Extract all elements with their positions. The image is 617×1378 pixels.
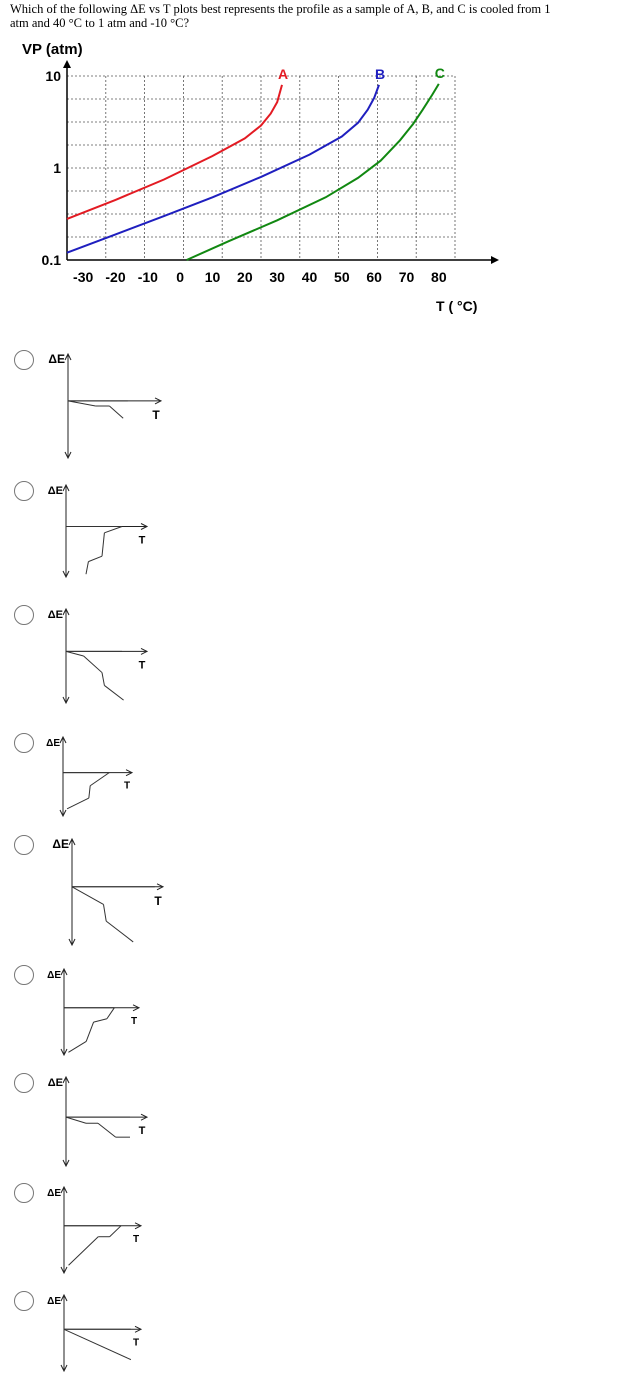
option-x-label: T	[152, 407, 160, 422]
option-y-label: ΔE	[47, 970, 61, 981]
question-text	[10, 2, 610, 30]
profile-segment	[68, 401, 96, 406]
option-radio-button[interactable]	[14, 1073, 34, 1093]
option-y-label: ΔE	[47, 609, 63, 621]
x-axis-title: T ( °C)	[436, 298, 478, 314]
option-x-label: T	[138, 659, 146, 672]
profile-segment	[90, 773, 109, 786]
option-radio-button[interactable]	[14, 1291, 34, 1311]
x-tick-label: 40	[301, 269, 318, 285]
option-x-label: T	[130, 1015, 138, 1027]
y-axis-arrow-icon	[63, 60, 71, 68]
profile-segment	[69, 1237, 99, 1266]
option-delta-e-plot	[34, 1286, 150, 1378]
option-y-label: ΔE	[47, 1077, 63, 1089]
profile-segment	[72, 887, 104, 905]
option-radio-button[interactable]	[14, 605, 34, 625]
profile-segment	[110, 1226, 121, 1237]
profile-segment	[109, 406, 123, 418]
option-radio-button[interactable]	[14, 965, 34, 985]
profile-segment	[94, 1019, 107, 1022]
option-y-label: ΔE	[48, 352, 65, 366]
option-radio-button[interactable]	[14, 481, 34, 501]
x-tick-label: -10	[137, 269, 158, 285]
y-tick-label: 1	[53, 160, 61, 176]
profile-segment	[86, 1022, 93, 1041]
profile-segment	[89, 786, 90, 798]
series-label-b: B	[374, 65, 386, 82]
option-y-label: ΔE	[47, 485, 63, 497]
series-line-a	[67, 85, 282, 219]
profile-segment	[102, 533, 104, 556]
x-tick-label: -20	[105, 269, 126, 285]
profile-segment	[107, 1008, 114, 1019]
option-x-label: T	[123, 780, 131, 792]
profile-segment	[66, 1117, 86, 1123]
profile-segment	[102, 673, 104, 686]
series-line-b	[67, 85, 379, 253]
option-radio-button[interactable]	[14, 1183, 34, 1203]
option-delta-e-plot	[36, 476, 156, 584]
x-tick-label: 0	[176, 269, 185, 285]
profile-segment	[88, 556, 102, 561]
option-delta-e-plot	[42, 830, 172, 952]
option-y-label: ΔE	[47, 1296, 61, 1307]
option-radio-button[interactable]	[14, 350, 34, 370]
x-tick-label: 20	[237, 269, 253, 285]
option-delta-e-plot	[34, 1178, 150, 1280]
profile-segment	[68, 1041, 86, 1052]
option-delta-e-plot	[33, 728, 141, 823]
option-delta-e-plot	[36, 600, 156, 710]
series-label-c: C	[434, 64, 445, 81]
x-tick-label: 10	[204, 269, 221, 285]
x-axis-arrow-icon	[491, 256, 499, 264]
question-line-1: Which of the following ΔE vs T plots best represents the profile as a sample of A, B, and C is cooled from 1	[10, 2, 551, 16]
question-line-2: atm and 40 °C to 1 atm and -10 °C?	[10, 16, 190, 30]
option-x-label: T	[138, 534, 146, 547]
x-tick-label: 60	[366, 269, 382, 285]
option-x-label: T	[132, 1337, 140, 1349]
y-tick-label: 0.1	[41, 252, 61, 268]
option-x-label: T	[154, 893, 162, 908]
option-radio-button[interactable]	[14, 733, 34, 753]
x-tick-label: 80	[431, 269, 447, 285]
option-x-label: T	[132, 1233, 140, 1245]
option-delta-e-plot	[38, 345, 170, 465]
profile-segment	[104, 685, 123, 700]
vapor-pressure-chart	[0, 32, 617, 322]
option-y-label: ΔE	[47, 1188, 61, 1199]
option-radio-button[interactable]	[14, 835, 34, 855]
profile-segment	[84, 656, 102, 673]
profile-segment	[104, 904, 107, 921]
x-tick-label: -30	[73, 269, 94, 285]
profile-segment	[98, 1123, 116, 1137]
option-delta-e-plot	[36, 1068, 156, 1173]
series-line-c	[187, 84, 439, 260]
option-x-label: T	[138, 1125, 146, 1138]
x-tick-label: 30	[269, 269, 285, 285]
profile-segment	[106, 921, 133, 942]
option-delta-e-plot	[34, 960, 148, 1062]
series-label-a: A	[277, 65, 289, 82]
y-axis-title: VP (atm)	[22, 41, 83, 58]
option-y-label: ΔE	[46, 738, 60, 749]
profile-segment	[104, 527, 122, 533]
x-tick-label: 70	[398, 269, 415, 285]
profile-segment	[67, 798, 89, 809]
profile-segment	[86, 562, 88, 575]
option-y-label: ΔE	[52, 837, 69, 851]
x-tick-label: 50	[334, 269, 350, 285]
profile-segment	[64, 1329, 131, 1359]
y-tick-label: 10	[45, 68, 61, 84]
profile-segment	[66, 651, 84, 656]
